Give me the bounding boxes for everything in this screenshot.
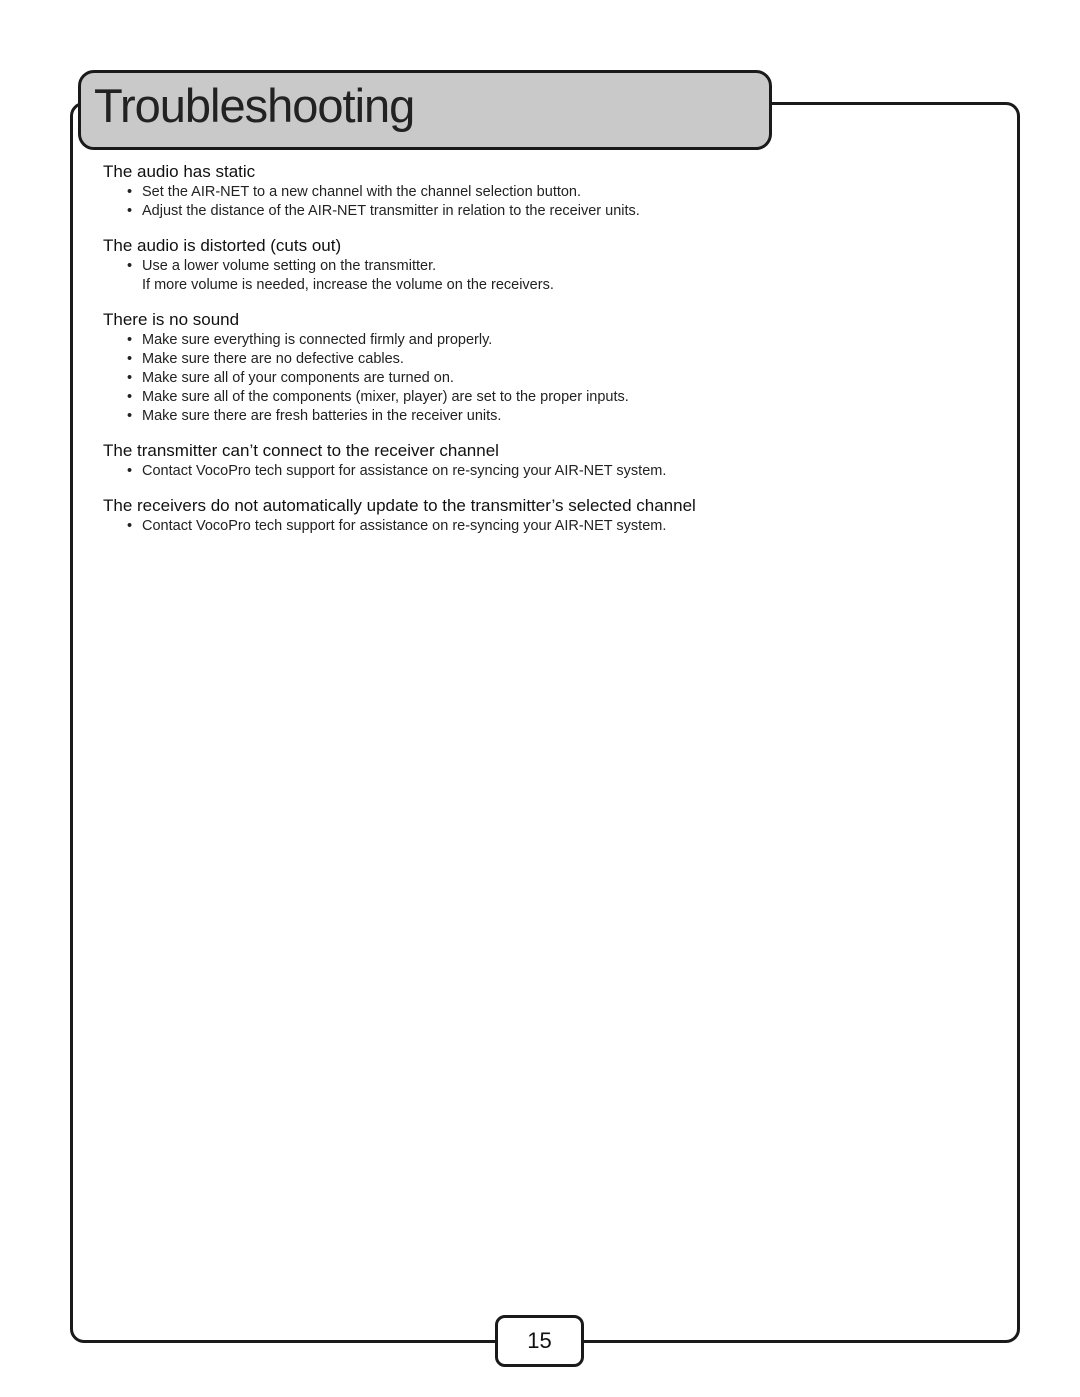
bullet-icon: •	[127, 463, 133, 479]
list-item	[103, 388, 983, 407]
list-item	[103, 202, 983, 221]
list-item-text: Make sure there are fresh batteries in the receiver units.	[142, 408, 502, 424]
list-item	[103, 462, 983, 481]
list-item	[103, 257, 983, 276]
list-item	[103, 369, 983, 388]
bullet-icon: •	[127, 370, 133, 386]
bullet-icon: •	[127, 518, 133, 534]
section-heading: The transmitter can’t connect to the receiver channel	[103, 441, 499, 460]
section-heading: The audio is distorted (cuts out)	[103, 236, 342, 255]
troubleshooting-section	[103, 310, 983, 426]
page-number: 15	[495, 1315, 584, 1367]
list-item-text: Make sure all of the components (mixer, player) are set to the proper inputs.	[142, 389, 629, 405]
troubleshooting-section	[103, 162, 983, 221]
list-item	[103, 331, 983, 350]
list-item-text: Make sure there are no defective cables.	[142, 351, 404, 367]
list-item-text: Set the AIR-NET to a new channel with the channel selection button.	[142, 184, 582, 200]
list-item	[103, 350, 983, 369]
bullet-icon: •	[127, 408, 133, 424]
list-item-text: Contact VocoPro tech support for assistance on re-syncing your AIR-NET system.	[142, 518, 667, 534]
troubleshooting-section	[103, 496, 983, 536]
list-item-text: If more volume is needed, increase the volume on the receivers.	[142, 277, 554, 293]
list-item	[103, 517, 983, 536]
section-heading: There is no sound	[103, 310, 240, 329]
bullet-icon: •	[127, 203, 133, 219]
list-item-text: Make sure all of your components are turned on.	[142, 370, 454, 386]
section-heading: The receivers do not automatically update to the transmitter’s selected channel	[103, 496, 696, 515]
bullet-icon: •	[127, 258, 133, 274]
list-item-text: Contact VocoPro tech support for assistance on re-syncing your AIR-NET system.	[142, 463, 667, 479]
list-item-text: Use a lower volume setting on the transmitter.	[142, 258, 437, 274]
list-item	[103, 183, 983, 202]
bullet-icon: •	[127, 184, 133, 200]
page-title: Troubleshooting	[94, 79, 415, 132]
bullet-icon: •	[127, 332, 133, 348]
troubleshooting-section	[103, 441, 983, 481]
list-item-text: Adjust the distance of the AIR-NET transmitter in relation to the receiver units.	[142, 203, 640, 219]
list-item	[103, 407, 983, 426]
bullet-icon: •	[127, 389, 133, 405]
troubleshooting-content	[103, 162, 983, 551]
troubleshooting-section	[103, 236, 983, 295]
list-item	[103, 276, 983, 295]
list-item-text: Make sure everything is connected firmly and properly.	[142, 332, 493, 348]
section-heading: The audio has static	[103, 162, 256, 181]
bullet-icon: •	[127, 351, 133, 367]
